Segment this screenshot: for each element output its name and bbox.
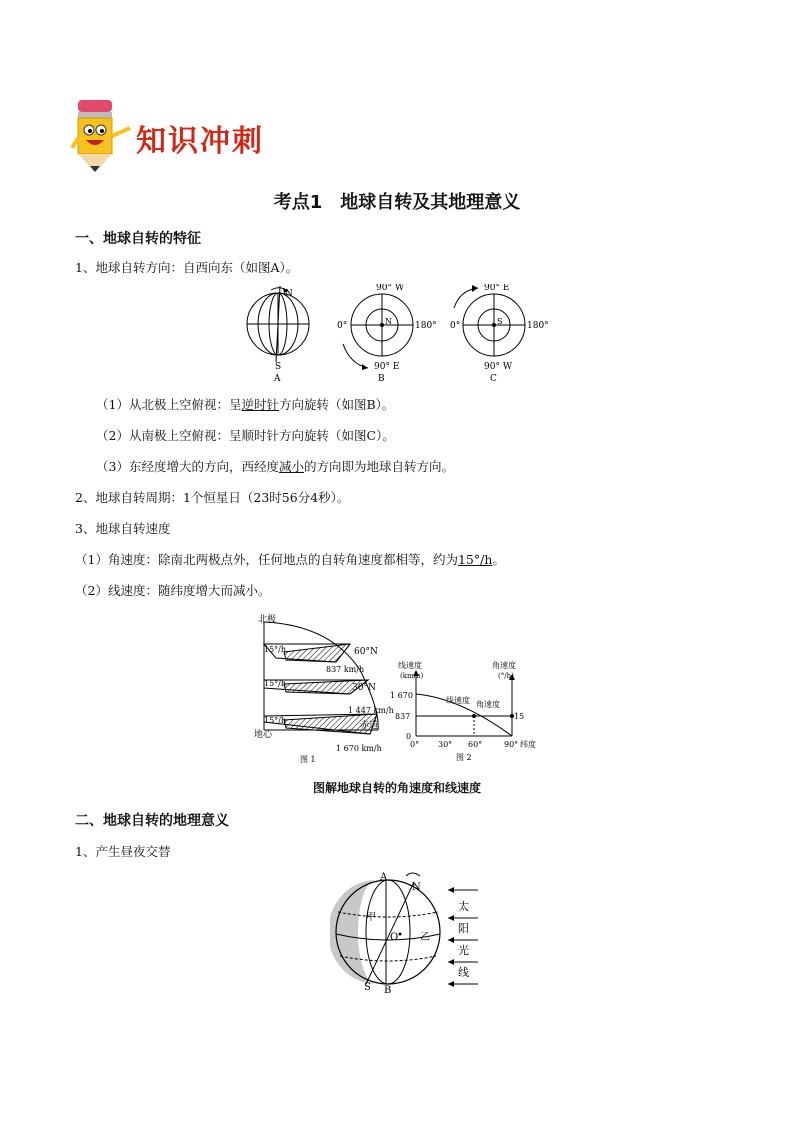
fig2-line-label: 线速度 (446, 696, 470, 705)
logo (70, 96, 310, 176)
fig2-ang-value: 15 (514, 712, 525, 721)
fig1-lat60: 60°N (354, 647, 378, 657)
fig2-x90: 90° (504, 740, 519, 749)
c-center: S (497, 317, 503, 326)
dn-yi: 乙 (420, 932, 430, 943)
section1-heading: 一、地球自转的特征 (75, 231, 201, 247)
dn-a: A (380, 872, 388, 883)
fig1-ang3: 15°/h (264, 716, 287, 725)
pencil-mascot-icon (70, 96, 134, 176)
b-caption: B (378, 374, 385, 384)
fig2-ylabel-right-unit: (°/h) (498, 672, 514, 680)
fig1 (254, 613, 394, 764)
s1-item2: 2、地球自转周期：1个恒星日（23时56分4秒）。 (75, 490, 350, 505)
fig1-equator: 赤道 (360, 721, 379, 731)
s1-speed1: （1）角速度：除南北两极点外，任何地点的自转角速度都相等，约为15°/h。 (75, 552, 505, 567)
globe-b (337, 284, 437, 384)
speed-figure (250, 610, 550, 770)
fig2-ylabel-left-unit: (km/h) (400, 672, 424, 680)
fig2-xname: 纬度 (520, 740, 536, 749)
s1-item1: 1、地球自转方向：自西向东（如图A）。 (75, 260, 299, 275)
fig1-v0: 1 670 km/h (336, 744, 382, 753)
fig1-ang2: 15°/h (264, 679, 287, 688)
fig2-y837: 837 (395, 712, 411, 721)
section2-heading: 二、地球自转的地理意义 (75, 813, 229, 829)
c-bottom: 90° W (484, 362, 513, 372)
dn-n: N (412, 882, 421, 893)
speed-figure-caption: 图解地球自转的角速度和线速度 (312, 781, 481, 795)
b-bottom: 90° E (374, 362, 400, 372)
fig2-ang-label: 角速度 (476, 700, 500, 709)
s1-speed2: （2）线速度：随纬度增大而减小。 (75, 583, 271, 598)
sun-char-2: 光 (458, 944, 469, 957)
fig1-lat30: 30°N (352, 683, 376, 693)
fig1-label: 图 1 (300, 755, 316, 764)
sun-char-1: 阳 (458, 922, 469, 935)
fig2-y0: 0 (406, 732, 412, 741)
sun-char-3: 线 (458, 966, 469, 979)
fig1-ang1: 15°/h (264, 645, 287, 654)
dn-s: S (364, 982, 371, 993)
b-top: 90° W (376, 284, 405, 293)
fig2-x60: 60° (468, 740, 483, 749)
s1-sub1: （1）从北极上空俯视：呈逆时针方向旋转（如图B）。 (96, 397, 395, 412)
a-label-n: N (285, 289, 293, 299)
s1-item3: 3、地球自转速度 (75, 521, 171, 536)
fig1-center: 地心 (254, 730, 273, 740)
s2-item1: 1、产生昼夜交替 (75, 844, 171, 859)
fig2-label: 图 2 (456, 753, 472, 762)
b-left: 0° (337, 321, 348, 331)
day-night-figure (330, 868, 490, 998)
dn-b: B (384, 985, 392, 996)
a-label-s: S (275, 362, 282, 372)
dn-jia: 甲 (366, 912, 376, 923)
b-right: 180° (415, 321, 437, 331)
logo-text: 知识冲刺 (136, 124, 264, 159)
c-left: 0° (450, 321, 461, 331)
fig2-ylabel-left: 线速度 (398, 661, 422, 670)
page-title: 考点1 地球自转及其地理意义 (273, 192, 521, 213)
c-caption: C (490, 374, 497, 384)
fig2-ylabel-right: 角速度 (492, 661, 516, 670)
fig1-north-pole: 北极 (258, 615, 277, 625)
sun-char-0: 太 (458, 900, 469, 913)
fig1-v30: 1 447 km/h (348, 706, 394, 715)
sunlight-arrows (448, 887, 478, 987)
s1-sub2: （2）从南极上空俯视：呈顺时针方向旋转（如图C）。 (96, 428, 395, 443)
fig1-v60: 837 km/h (326, 665, 365, 674)
b-center: N (385, 317, 392, 326)
fig2-x30: 30° (438, 740, 453, 749)
fig2-y1670: 1 670 (390, 691, 413, 700)
s1-sub3: （3）东经度增大的方向，西经度减小的方向即为地球自转方向。 (96, 459, 454, 474)
dn-o: O (390, 932, 399, 943)
c-right: 180° (527, 321, 549, 331)
globe-c (450, 284, 549, 384)
rotation-direction-figure (240, 284, 560, 388)
a-caption: A (274, 374, 281, 384)
c-top: 90° E (484, 284, 510, 293)
fig2-x0: 0° (410, 740, 420, 749)
globe-a (247, 286, 309, 384)
fig2 (390, 660, 536, 762)
